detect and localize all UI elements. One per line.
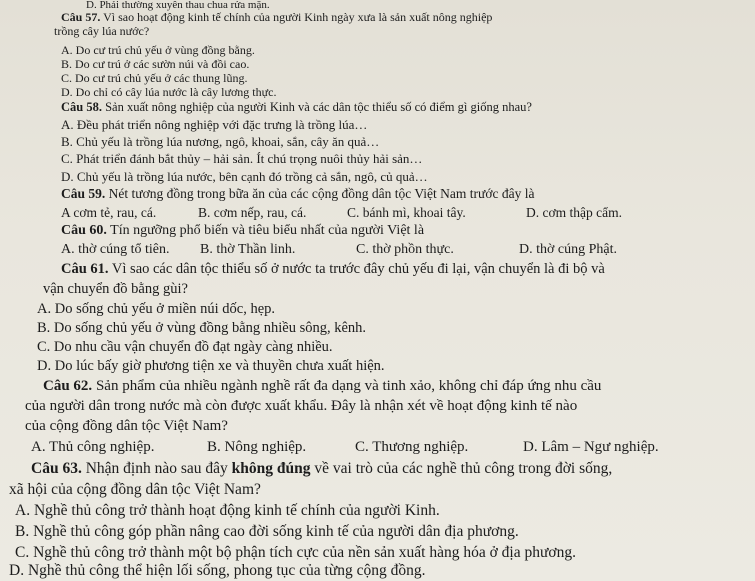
q60-option-d: D. thờ cúng Phật. xyxy=(519,242,618,257)
q57-option-d: D. Do chỉ có cây lúa nước là cây lương thực. xyxy=(61,85,277,99)
q60-number: Câu 60. xyxy=(61,223,107,238)
q62-line2: của người dân trong nước mà còn được xuất khẩu. Đây là nhận xét về hoạt động kinh tế nào xyxy=(25,398,578,414)
q62-line3: của cộng đồng dân tộc Việt Nam? xyxy=(25,418,228,434)
q58-option-a: A. Đều phát triển nông nghiệp với đặc trưng là trồng lúa… xyxy=(61,117,368,132)
q63-line2: xã hội của cộng đồng dân tộc Việt Nam? xyxy=(9,481,261,498)
q62-line1 xyxy=(43,379,601,394)
q62-option-b: B. Nông nghiệp. xyxy=(207,439,307,455)
q58-number: Câu 58. xyxy=(61,100,102,114)
q57-text-1: Vì sao hoạt động kinh tế chính của người Kinh ngày xưa là sản xuất nông nghiệp xyxy=(103,10,493,24)
q63-option-b: B. Nghề thủ công góp phần nâng cao đời sống kinh tế của người dân địa phương. xyxy=(15,523,519,540)
q61-option-a: A. Do sống chủ yếu ở miền núi dốc, hẹp. xyxy=(37,301,276,317)
q60-option-c: C. thờ phồn thực. xyxy=(356,242,454,257)
q57-number: Câu 57. xyxy=(61,10,101,24)
q62-option-a: A. Thủ công nghiệp. xyxy=(31,439,155,455)
q60-line1 xyxy=(61,224,424,238)
q59-option-c: C. bánh mì, khoai tây. xyxy=(347,205,466,220)
q63-option-a: A. Nghề thủ công trở thành hoạt động kinh tế chính của người Kinh. xyxy=(15,502,440,519)
q59-line1 xyxy=(61,187,534,201)
q57-option-b: B. Do cư trú ở các sườn núi và đồi cao. xyxy=(61,57,250,71)
q62-number: Câu 62. xyxy=(43,378,93,394)
q61-line2: vận chuyển đồ bằng gùi? xyxy=(43,281,188,297)
q57-line1 xyxy=(61,11,492,23)
q63-option-d: D. Nghề thủ công thể hiện lối sống, phong tục của từng cộng đồng. xyxy=(9,562,426,579)
q59-option-b: B. cơm nếp, rau, cá. xyxy=(198,205,307,220)
q63-option-c: C. Nghề thủ công trở thành một bộ phận tích cực của nền sản xuất hàng hóa ở địa phương. xyxy=(15,544,576,561)
q63-number: Câu 63. xyxy=(31,460,82,477)
q58-option-b: B. Chủ yếu là trồng lúa nương, ngô, khoai, sắn, cây ăn quả… xyxy=(61,134,380,149)
q57-option-c: C. Do cư trú chủ yếu ở các thung lũng. xyxy=(61,71,248,85)
q58-text: Sản xuất nông nghiệp của người Kinh và các dân tộc thiểu số có điểm gì giống nhau? xyxy=(105,100,532,114)
q63-text-2: về vai trò của các nghề thủ công trong đời sống, xyxy=(314,460,613,477)
q62-option-c: C. Thương nghiệp. xyxy=(355,439,469,455)
q58-option-d: D. Chủ yếu là trồng lúa nước, bên cạnh đó trồng cả sắn, ngô, củ quả… xyxy=(61,169,428,184)
q63-text-1: Nhận định nào sau đây xyxy=(85,460,228,477)
q59-option-a: A cơm tẻ, rau, cá. xyxy=(61,205,157,220)
q59-option-d: D. cơm thập cẩm. xyxy=(526,205,622,220)
q63-line1 xyxy=(31,461,612,477)
q61-option-d: D. Do lúc bấy giờ phương tiện xe và thuyền chưa xuất hiện. xyxy=(37,358,385,374)
q60-text: Tín ngưỡng phổ biến và tiêu biểu nhất của người Việt là xyxy=(110,223,425,238)
q62-text-1: Sản phẩm của nhiều ngành nghề rất đa dạng và tinh xảo, không chỉ đáp ứng nhu cầu xyxy=(95,378,602,394)
q62-option-d: D. Lâm – Ngư nghiệp. xyxy=(523,439,659,455)
q61-option-b: B. Do sống chủ yếu ở vùng đồng bằng nhiều sông, kênh. xyxy=(37,320,367,336)
q63-emphasis: không đúng xyxy=(231,460,311,477)
q58-option-c: C. Phát triển đánh bắt thủy – hải sản. Ít chú trọng nuôi thủy hải sản… xyxy=(61,151,423,166)
q61-line1 xyxy=(61,262,605,277)
q59-text: Nét tương đồng trong bữa ăn của các cộng đồng dân tộc Việt Nam trước đây là xyxy=(108,186,535,201)
q61-option-c: C. Do nhu cầu vận chuyển đồ đạt ngày càng nhiều. xyxy=(37,339,333,355)
q60-option-b: B. thờ Thần linh. xyxy=(200,242,296,257)
q61-number: Câu 61. xyxy=(61,261,109,277)
q59-number: Câu 59. xyxy=(61,186,106,201)
q60-option-a: A. thờ cúng tổ tiên. xyxy=(61,242,170,257)
q61-text-1: Vì sao các dân tộc thiểu số ở nước ta trước đây chủ yếu đi lại, vận chuyển là đi bộ và xyxy=(111,261,605,277)
prev-answer-d: D. Phải thường xuyên thau chua rửa mặn. xyxy=(86,0,270,11)
q57-line2: trồng cây lúa nước? xyxy=(54,24,150,38)
q58-line1 xyxy=(61,101,532,114)
q57-option-a: A. Do cư trú chủ yếu ở vùng đồng bằng. xyxy=(61,43,255,57)
